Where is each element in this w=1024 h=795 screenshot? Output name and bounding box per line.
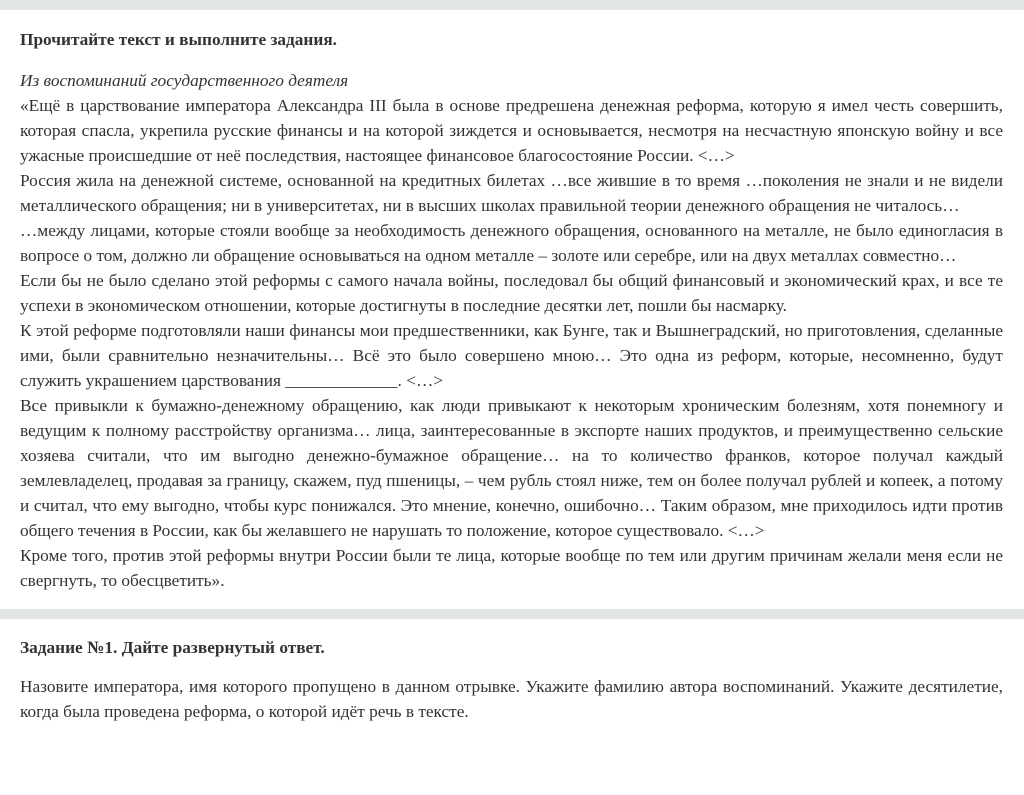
source-paragraph: Все привыкли к бумажно-денежному обращению, как люди привыкают к некоторым хроническим болезням, хотя понемногу и ведущим к полному расстройству организма… лица, заинтересованные в экспорте наших продуктов, и преимущественно сельские хозяева считали, что им выгодно денежно-бумажное обращение… на то количество франков, которое получал каждый землевладелец, продавая за границу, скажем, пуд пшеницы, – чем рубль стоял ниже, тем он более получал рублей и копеек, а потому и считал, что ему выгодно, чтобы курс понижался. Это мнение, конечно, ошибочно… Таким образом, мне приходилось идти против общего течения в России, как бы желавшего не нарушать то положение, которое существовало. <…> bbox=[20, 396, 1003, 540]
section-divider bbox=[0, 609, 1024, 619]
source-paragraph: К этой реформе подготовляли наши финансы мои предшественники, как Бунге, так и Вышнеградский, но приготовления, сделанные ими, были сравнительно незначительны… Всё это было совершено мною… Это одна из реформ, которые, несомненно, будут служить украшением царствования _____________. <…> bbox=[20, 321, 1003, 390]
source-paragraph: «Ещё в царствование императора Александра III была в основе предрешена денежная реформа, которую я имел честь совершить, которая спасла, укрепила русские финансы и на которой зиждется и основывается, несмотря на несчастную японскую войну и все ужасные происшедшие от неё последствия, настоящее финансовое благосостояние России. <…> bbox=[20, 96, 1003, 165]
source-block bbox=[0, 28, 1024, 593]
top-divider bbox=[0, 0, 1024, 10]
task-heading: Задание №1. Дайте развернутый ответ. bbox=[20, 638, 325, 657]
source-paragraph: Если бы не было сделано этой реформы с самого начала войны, последовал бы общий финансовый и экономический крах, и все те успехи в экономическом отношении, которые достигнуты в последние десятки лет, пошли бы насмарку. bbox=[20, 271, 1003, 315]
task-block bbox=[0, 636, 1024, 724]
source-paragraph: Кроме того, против этой реформы внутри России были те лица, которые вообще по тем или другим причинам желали меня если не свергнуть, то обесцветить». bbox=[20, 546, 1003, 590]
source-paragraph: Россия жила на денежной системе, основанной на кредитных билетах …все жившие в то время …поколения не знали и не видели металлического обращения; ни в университетах, ни в высших школах правильной теории денежного обращения не читалось… bbox=[20, 171, 1003, 215]
source-caption: Из воспоминаний государственного деятеля bbox=[20, 71, 349, 90]
source-paragraph: …между лицами, которые стояли вообще за необходимость денежного обращения, основанного на металле, не было единогласия в вопросе о том, должно ли обращение основываться на одном металле – золоте или серебре, или на двух металлах совместно… bbox=[20, 221, 1003, 265]
instruction-heading: Прочитайте текст и выполните задания. bbox=[20, 30, 338, 49]
task-text: Назовите императора, имя которого пропущено в данном отрывке. Укажите фамилию автора воспоминаний. Укажите десятилетие, когда была проведена реформа, о которой идёт речь в тексте. bbox=[20, 677, 1003, 721]
